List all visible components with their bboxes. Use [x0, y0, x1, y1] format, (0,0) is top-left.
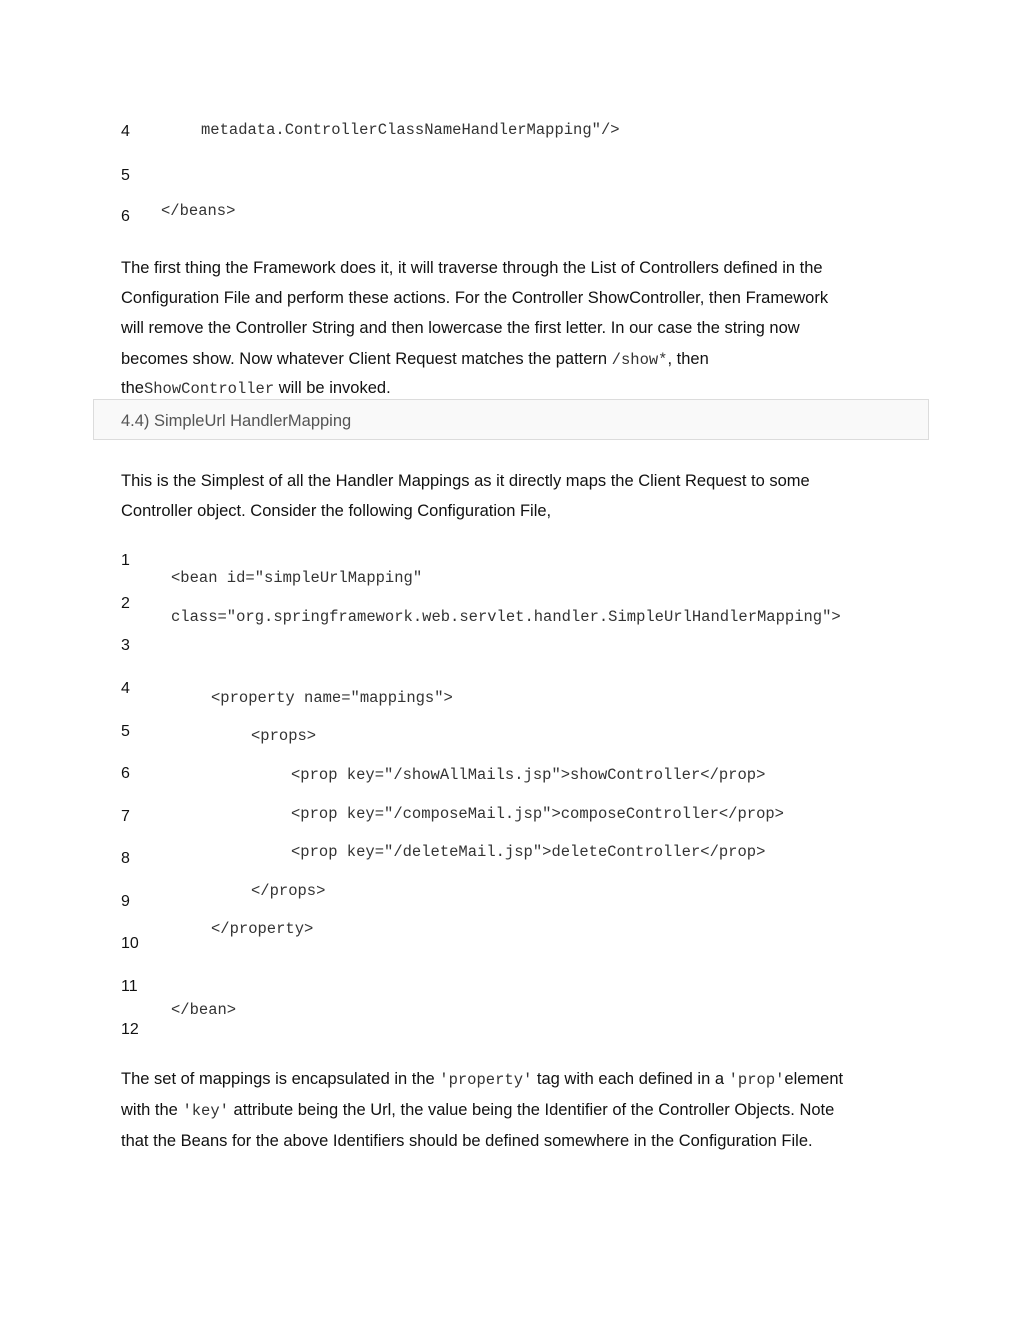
text: with the [121, 1101, 183, 1120]
code-line: </beans> [161, 202, 236, 220]
text: will be invoked. [274, 378, 391, 397]
code-line: <prop key="/composeMail.jsp">composeController</prop> [291, 805, 784, 823]
paragraph-line: This is the Simplest of all the Handler Mappings as it directly maps the Client Request to some [121, 472, 810, 490]
line-number: 5 [121, 167, 130, 184]
paragraph-line: that the Beans for the above Identifiers should be defined somewhere in the Configuration File. [121, 1132, 813, 1151]
line-number: 6 [121, 208, 130, 225]
line-number: 6 [121, 765, 130, 782]
text: tag with each defined in a [532, 1070, 729, 1088]
text: element [784, 1070, 844, 1088]
line-number: 1 [121, 552, 130, 569]
line-number: 11 [121, 978, 138, 995]
code-line: </property> [211, 920, 314, 938]
text: becomes show. Now whatever Client Request matches the pattern [121, 349, 612, 368]
code-line: class="org.springframework.web.servlet.handler.SimpleUrlHandlerMapping"> [171, 608, 841, 626]
code-line: <props> [251, 727, 317, 745]
section-heading-box [93, 399, 929, 440]
code-line: </bean> [171, 1001, 237, 1019]
code-line: </props> [251, 882, 326, 900]
paragraph-line: Controller object. Consider the following Configuration File, [121, 502, 552, 521]
code-line: metadata.ControllerClassNameHandlerMapping"/> [201, 121, 620, 139]
paragraph-simplest-mapping [121, 466, 911, 526]
text: attribute being the Url, the value being the Identifier of the Controller Objects. Note [228, 1101, 835, 1120]
inline-code: /show* [611, 350, 668, 369]
code-line: <property name="mappings"> [211, 689, 453, 707]
line-number: 4 [121, 680, 130, 697]
line-number: 10 [121, 935, 139, 952]
paragraph-line [121, 1064, 911, 1095]
paragraph-line: The first thing the Framework does it, it will traverse through the List of Controllers defined in the [121, 259, 823, 277]
section-heading: 4.4) SimpleUrl HandlerMapping [121, 412, 352, 430]
line-number: 5 [121, 723, 130, 740]
paragraph-line: will remove the Controller String and then lowercase the first letter. In our case the string now [121, 319, 800, 338]
paragraph-mappings-explanation [121, 1064, 911, 1157]
line-number: 2 [121, 595, 130, 612]
line-number: 12 [121, 1021, 139, 1038]
paragraph-framework-traversal [121, 253, 911, 404]
line-number: 9 [121, 893, 130, 910]
inline-code: 'key' [182, 1102, 229, 1121]
line-number: 8 [121, 850, 130, 867]
inline-code: 'property' [439, 1071, 533, 1089]
paragraph-line [121, 344, 911, 375]
code-line: <bean id="simpleUrlMapping" [171, 569, 423, 587]
line-number: 4 [121, 123, 130, 140]
code-line: <prop key="/showAllMails.jsp">showController</prop> [291, 766, 766, 784]
inline-code: 'prop' [728, 1071, 785, 1089]
paragraph-line: Configuration File and perform these actions. For the Controller ShowController, then Framework [121, 289, 829, 308]
line-number: 7 [121, 808, 130, 825]
text: the [121, 378, 144, 397]
text: The set of mappings is encapsulated in the [121, 1070, 440, 1088]
paragraph-line [121, 1095, 911, 1126]
inline-code: ShowController [143, 379, 275, 398]
line-number: 3 [121, 637, 130, 654]
code-line: <prop key="/deleteMail.jsp">deleteController</prop> [291, 843, 766, 861]
text: , then [667, 349, 709, 368]
